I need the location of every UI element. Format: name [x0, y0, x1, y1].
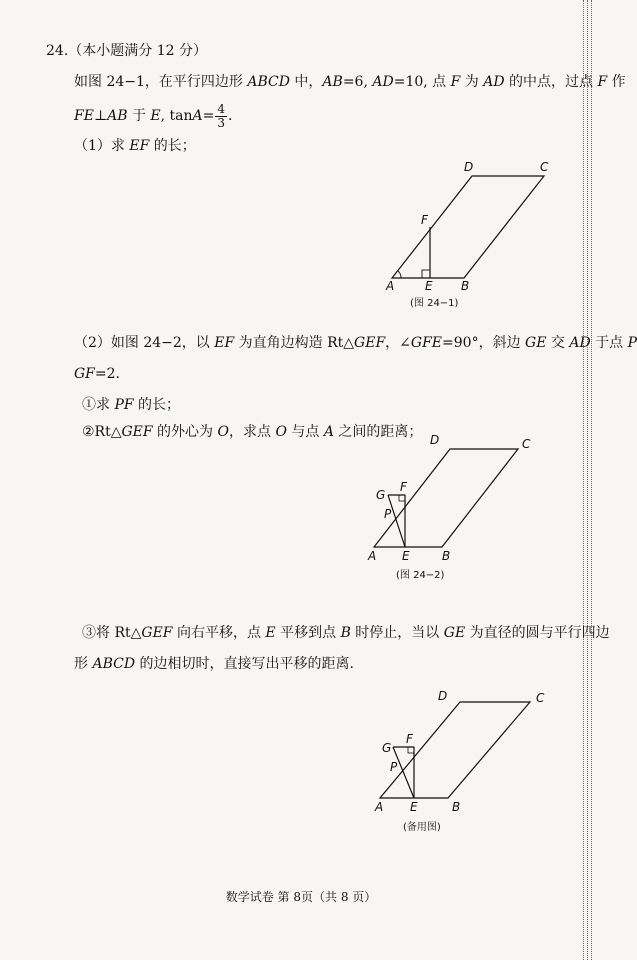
label-p: P	[390, 760, 398, 774]
right-angle-mark-f	[399, 495, 405, 501]
label-e: E	[410, 800, 418, 814]
text: 向右平移，点	[172, 625, 266, 641]
question-2-sub-3-line-2	[74, 655, 354, 673]
label-c: C	[536, 691, 545, 705]
math-var: GE	[443, 625, 466, 641]
text: 之间的距离；	[333, 424, 423, 440]
question-2-line-2	[74, 365, 120, 383]
text: ，求点	[229, 424, 276, 440]
figure-24-2	[365, 432, 545, 587]
figure-caption: (备用图)	[403, 822, 441, 833]
text: （1）求	[74, 138, 130, 154]
label-e: E	[425, 279, 433, 293]
math-var: GEF	[354, 335, 386, 351]
text: 的外心为	[152, 424, 218, 440]
text: ③将 Rt△	[82, 625, 142, 641]
text: 的长；	[149, 138, 196, 154]
math-var: A	[323, 424, 334, 440]
math-var: A	[192, 108, 203, 124]
math-var: GFE	[410, 335, 443, 351]
binding-margin-dotted-line	[587, 0, 588, 960]
fraction-denominator: 3	[217, 115, 226, 130]
math-var: E	[265, 625, 276, 641]
math-var: B	[340, 625, 351, 641]
label-b: B	[442, 549, 451, 563]
label-p: P	[384, 507, 392, 521]
text: 的中点，过点	[504, 74, 598, 90]
label-a: A	[386, 279, 395, 293]
math-var: ABCD	[92, 656, 136, 672]
math-var: P	[627, 335, 637, 351]
math-var: AD	[483, 74, 505, 90]
label-f: F	[400, 480, 407, 494]
page-footer: 数学试卷 第 8页（共 8 页）	[225, 890, 377, 904]
text: , tan	[160, 108, 193, 124]
text: 为直角边构造 Rt△	[234, 335, 355, 351]
text: ①求	[82, 397, 115, 413]
label-a: A	[375, 800, 384, 814]
math-var: EF	[214, 335, 235, 351]
label-b: B	[452, 800, 461, 814]
label-d: D	[438, 689, 448, 703]
text: ②Rt△	[82, 424, 122, 440]
problem-number: 24.	[46, 43, 69, 59]
problem-points-note: （本小题满分 12 分）	[68, 43, 207, 59]
math-var: PF	[114, 397, 134, 413]
label-d: D	[464, 160, 474, 174]
math-var: F	[450, 74, 461, 90]
label-c: C	[540, 160, 549, 174]
math-var: FE	[74, 108, 94, 124]
text: ，∠	[385, 335, 411, 351]
text: 于点	[590, 335, 628, 351]
angle-a-arc	[398, 271, 401, 278]
math-var: O	[275, 424, 287, 440]
text: 与点	[286, 424, 324, 440]
right-angle-mark-f	[408, 747, 414, 753]
question-2-sub-1	[82, 396, 180, 414]
right-angle-mark	[422, 270, 430, 278]
text: =90°，斜边	[442, 335, 526, 351]
question-1	[74, 137, 196, 155]
math-var: AB	[107, 108, 128, 124]
text: =2.	[94, 366, 120, 382]
figure-caption: (图 24−1)	[410, 298, 459, 309]
binding-margin-dotted-line	[591, 0, 592, 960]
label-f: F	[421, 213, 428, 227]
segment-ge	[388, 495, 405, 547]
text: 于	[127, 108, 151, 124]
text: 平移到点	[275, 625, 341, 641]
math-var: F	[597, 74, 608, 90]
text: （2）如图 24−2，以	[74, 335, 215, 351]
text: 中，	[289, 74, 323, 90]
question-2-sub-3-line-1	[82, 624, 610, 642]
problem-intro-line-1	[74, 73, 626, 91]
text: .	[228, 108, 233, 124]
label-d: D	[430, 433, 440, 447]
parallelogram-abcd	[392, 176, 544, 278]
parallelogram-abcd	[374, 449, 518, 547]
label-b: B	[461, 279, 470, 293]
figure-24-1	[380, 152, 560, 317]
math-var: AD	[569, 335, 591, 351]
label-e: E	[402, 549, 410, 563]
math-var: GF	[74, 366, 95, 382]
text: =10, 点	[393, 74, 451, 90]
binding-margin-dotted-line	[583, 0, 584, 960]
text: 的长；	[133, 397, 181, 413]
figure-caption: (图 24−2)	[396, 570, 445, 581]
label-a: A	[368, 549, 377, 563]
problem-intro-line-2	[74, 102, 233, 130]
text: 作	[607, 74, 626, 90]
text: =	[202, 108, 215, 124]
fraction-numerator: 4	[217, 101, 226, 116]
label-c: C	[522, 437, 531, 451]
perp-symbol: ⊥	[93, 108, 108, 124]
problem-header	[46, 42, 207, 60]
text: 如图 24−1，在平行四边形	[74, 74, 248, 90]
math-var: GE	[525, 335, 547, 351]
text: 为直径的圆与平行四边	[465, 625, 610, 641]
parallelogram-abcd	[380, 702, 530, 798]
label-g: G	[382, 741, 392, 755]
math-var: GEF	[141, 625, 173, 641]
math-var: AB	[322, 74, 343, 90]
label-g: G	[376, 488, 386, 502]
text: 时停止，当以	[350, 625, 444, 641]
math-var: EF	[129, 138, 150, 154]
text: 的边相切时，直接写出平移的距离.	[135, 656, 354, 672]
math-var: O	[217, 424, 229, 440]
text: =6,	[342, 74, 373, 90]
fraction	[215, 103, 227, 130]
math-var: GEF	[121, 424, 153, 440]
math-var: ABCD	[247, 74, 290, 90]
math-var: AD	[372, 74, 394, 90]
math-var: E	[150, 108, 161, 124]
text: 交	[546, 335, 570, 351]
figure-backup	[372, 682, 552, 837]
question-2-line-1	[74, 334, 637, 352]
label-f: F	[406, 732, 413, 746]
text: 为	[460, 74, 484, 90]
text: 形	[74, 656, 93, 672]
